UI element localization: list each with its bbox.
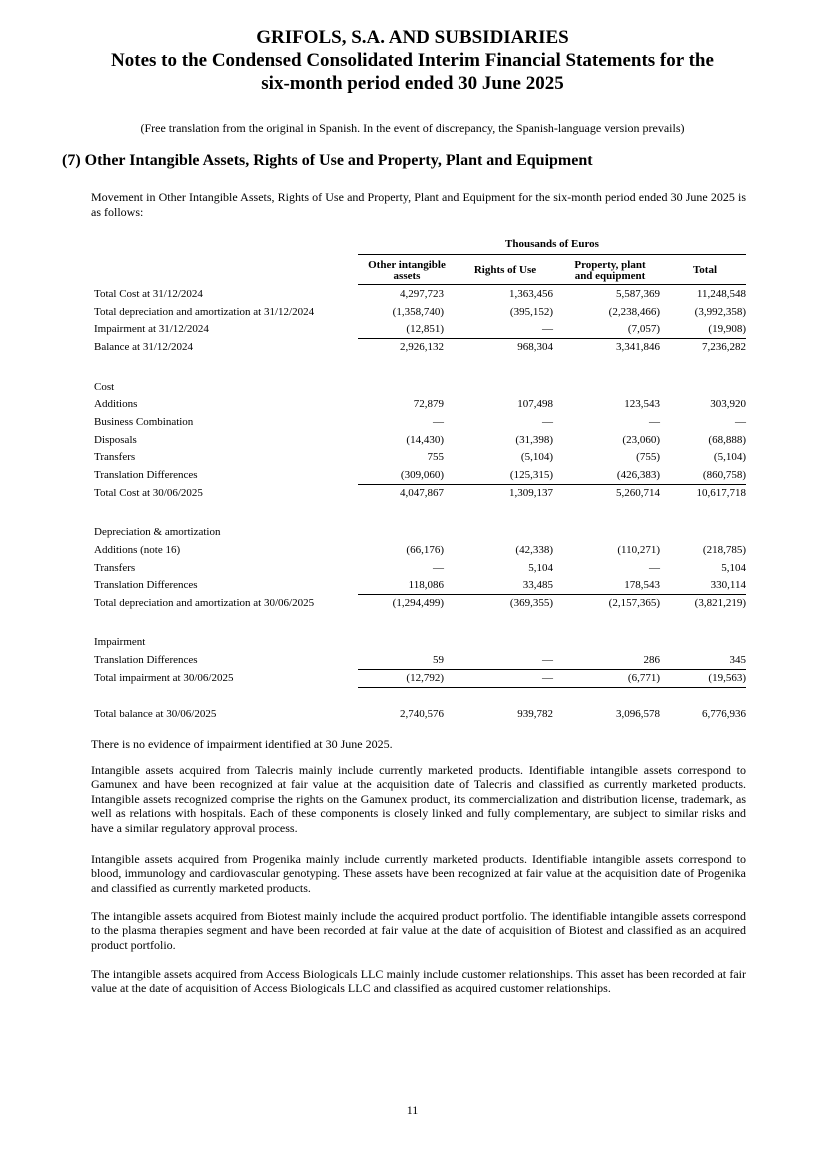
cell-rights-of-use: 1,309,137 [509,487,553,499]
section-heading: (7) Other Intangible Assets, Rights of Use and Property, Plant and Equipment [62,152,593,169]
cell-ppe: (23,060) [622,434,660,446]
row-label: Total depreciation and amortization at 30/06/2025 [94,597,315,609]
units-rule [358,254,746,255]
table-row [0,562,825,576]
cell-total: 6,776,936 [702,708,746,720]
cell-rights-of-use: (395,152) [509,306,553,318]
page-number: 11 [406,1103,419,1117]
cell-rights-of-use: — [542,323,553,335]
cell-ppe: (2,238,466) [608,306,660,318]
cell-rights-of-use: 33,485 [522,579,553,591]
cell-other-intangible: (1,294,499) [392,597,444,609]
cell-rights-of-use: 939,782 [517,708,553,720]
cell-ppe: (755) [636,451,660,463]
row-label: Depreciation & amortization [94,526,221,538]
cell-total: (3,821,219) [694,597,746,609]
cell-other-intangible: 118,086 [408,579,444,591]
cell-rights-of-use: (42,338) [515,544,553,556]
column-header-line: Other intangible [368,259,446,271]
row-label: Translation Differences [94,654,198,666]
cell-ppe: (426,383) [616,469,660,481]
cell-rights-of-use: — [542,416,553,428]
cell-total: 330,114 [710,579,746,591]
table-row [0,597,825,611]
cell-ppe: 178,543 [624,579,660,591]
table-row [0,306,825,320]
column-header-total: Total [692,264,718,276]
paragraph: There is no evidence of impairment identified at 30 June 2025. [91,737,393,751]
table-section-label [0,526,825,540]
table-row [0,469,825,483]
paragraph: The intangible assets acquired from Access Biologicals LLC mainly include customer relationships. This asset has been recorded at fair value at the date of acquisition of Access Biologicals LLC and classified as acquired customer relationships. [91,967,746,996]
column-header-other-intangible [358,260,456,282]
cell-rights-of-use: 107,498 [517,398,553,410]
cell-total: 11,248,548 [696,288,746,300]
cell-rights-of-use: (369,355) [509,597,553,609]
cell-other-intangible: (309,060) [400,469,444,481]
cell-rights-of-use: 968,304 [517,341,553,353]
cell-rights-of-use: — [542,672,553,684]
cell-ppe: 123,543 [624,398,660,410]
row-label: Translation Differences [94,579,198,591]
row-label: Transfers [94,562,136,574]
row-label: Total impairment at 30/06/2025 [94,672,234,684]
table-row [0,544,825,558]
cell-total: 303,920 [710,398,746,410]
cell-total: (68,888) [708,434,746,446]
cell-other-intangible: 72,879 [413,398,444,410]
cell-ppe: (7,057) [627,323,660,335]
table-row [0,579,825,593]
cell-other-intangible: 4,047,867 [400,487,444,499]
column-header-line: Property, plant [574,259,646,271]
paragraph: Intangible assets acquired from Progenika mainly include currently marketed products. Identifiable intangible assets correspond to blood, immunology and cardiovascular genotyping. These assets have been recognized at fair value at the acquisition date of Progenika and classified as currently marketed products. [91,852,746,895]
cell-ppe: (110,271) [617,544,660,556]
paragraph: Intangible assets acquired from Talecris mainly include currently marketed products. Identifiable intangible assets correspond to Gamunex and have been recognized at fair value at the acquisition date of Talecris and classified as currently marketed products. Intangible assets recognized comprise the rights on the Gamunex product, its commercialization and distribution license, trademark, as well as relations with hospitals. Each of these components is closely linked and fully complementary, are subject to similar risks and have a similar regulatory approval process. [91,763,746,835]
table-section-label [0,381,825,395]
row-label: Business Combination [94,416,194,428]
row-label: Additions (note 16) [94,544,181,556]
cell-other-intangible: (12,792) [406,672,444,684]
units-heading: Thousands of Euros [505,238,599,250]
cell-ppe: 5,260,714 [616,487,660,499]
column-header-line: assets [393,270,421,282]
row-label: Disposals [94,434,137,446]
notes-title-line1: Notes to the Condensed Consolidated Interim Financial Statements for the [111,50,714,71]
table-row [0,654,825,668]
cell-other-intangible: — [433,562,444,574]
cell-ppe: 286 [643,654,660,666]
subtotal-rule [358,594,746,595]
cell-other-intangible: (12,851) [406,323,444,335]
table-row [0,416,825,430]
cell-ppe: — [649,416,660,428]
cell-rights-of-use: 1,363,456 [509,288,553,300]
row-label: Translation Differences [94,469,198,481]
row-label: Total balance at 30/06/2025 [94,708,217,720]
row-label: Impairment at 31/12/2024 [94,323,209,335]
cell-other-intangible: 2,740,576 [400,708,444,720]
cell-ppe: 5,587,369 [616,288,660,300]
row-label: Total Cost at 30/06/2025 [94,487,203,499]
subtotal-rule [358,484,746,485]
cell-other-intangible: (1,358,740) [392,306,444,318]
cell-ppe: — [649,562,660,574]
free-translation-note: (Free translation from the original in Spanish. In the event of discrepancy, the Spanish-language version prevails) [140,121,685,135]
intro-paragraph: Movement in Other Intangible Assets, Rights of Use and Property, Plant and Equipment for the six-month period ended 30 June 2025 is as follows: [91,190,746,219]
cell-total: 10,617,718 [696,487,746,499]
row-label: Cost [94,381,115,393]
cell-ppe: 3,341,846 [616,341,660,353]
row-label: Total Cost at 31/12/2024 [94,288,203,300]
table-row [0,341,825,355]
cell-total: (3,992,358) [694,306,746,318]
row-label: Impairment [94,636,146,648]
cell-total: — [735,416,746,428]
table-row [0,323,825,337]
cell-rights-of-use: — [542,654,553,666]
column-header-ppe [560,260,660,282]
column-header-line: and equipment [574,270,646,282]
cell-rights-of-use: (31,398) [515,434,553,446]
cell-total: (860,758) [702,469,746,481]
cell-ppe: 3,096,578 [616,708,660,720]
table-section-label [0,636,825,650]
cell-total: (19,908) [708,323,746,335]
header-rule [358,284,746,285]
cell-rights-of-use: (125,315) [509,469,553,481]
table-row [0,672,825,686]
cell-total: 5,104 [721,562,746,574]
cell-rights-of-use: 5,104 [528,562,553,574]
cell-total: 345 [729,654,746,666]
cell-other-intangible: (14,430) [406,434,444,446]
subtotal-rule [358,669,746,670]
company-title: GRIFOLS, S.A. AND SUBSIDIARIES [256,27,569,48]
subtotal-rule [358,338,746,339]
cell-total: (5,104) [713,451,746,463]
table-row [0,487,825,501]
cell-total: (19,563) [708,672,746,684]
row-label: Total depreciation and amortization at 31/12/2024 [94,306,315,318]
row-label: Balance at 31/12/2024 [94,341,193,353]
table-row [0,288,825,302]
cell-other-intangible: 755 [427,451,444,463]
cell-total: (218,785) [702,544,746,556]
cell-total: 7,236,282 [702,341,746,353]
table-row [0,398,825,412]
notes-title-line2: six-month period ended 30 June 2025 [261,73,564,94]
row-label: Additions [94,398,138,410]
cell-other-intangible: — [433,416,444,428]
total-rule [358,687,746,688]
cell-other-intangible: 59 [433,654,444,666]
paragraph: The intangible assets acquired from Biotest mainly include the acquired product portfolio. The identifiable intangible assets correspond to the plasma therapies segment and have been recorded at fair value at the date of acquisition of Biotest and classified as an acquired product portfolio. [91,909,746,952]
row-label: Transfers [94,451,136,463]
table-row [0,434,825,448]
cell-ppe: (6,771) [627,672,660,684]
column-header-rights-of-use: Rights of Use [473,264,537,276]
cell-ppe: (2,157,365) [608,597,660,609]
table-row [0,708,825,722]
cell-other-intangible: 4,297,723 [400,288,444,300]
table-row [0,451,825,465]
cell-other-intangible: 2,926,132 [400,341,444,353]
cell-rights-of-use: (5,104) [520,451,553,463]
cell-other-intangible: (66,176) [406,544,444,556]
